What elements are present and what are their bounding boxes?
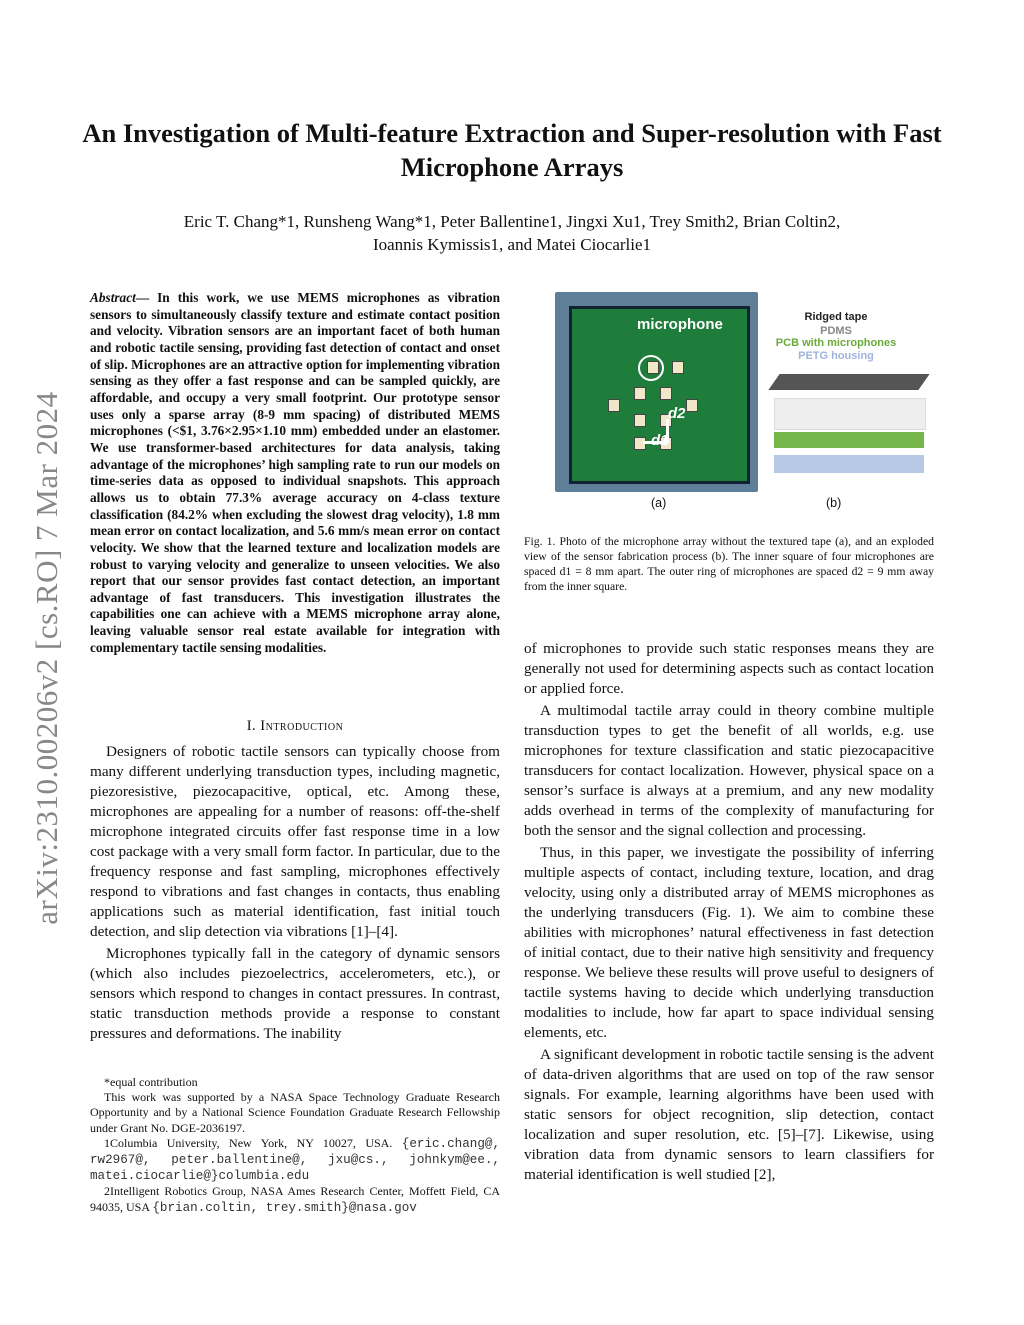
introduction-text bbox=[90, 742, 500, 1046]
paragraph: Designers of robotic tactile sensors can typically choose from many different underlying transduction types, including magnetic, piezoresistive, piezocapacitive, optical, etc. Among these, microphones are appealing for a number of reasons: off-the-shelf microphone integrated circuits offer fast response time in a low cost package with a very small form factor. In particular, due to the frequency response and fast sampling, microphones effectively respond to vibrations and fast changes in contacts, thus enabling applications such as material identification, fast initial touch detection, and slip detection via vibrations [1]–[4]. bbox=[90, 743, 500, 940]
legend-pdms: PDMS bbox=[820, 325, 852, 337]
layer-pdms bbox=[774, 398, 926, 430]
paragraph: A significant development in robotic tactile sensing is the advent of data-driven algorithms that are used on top of the raw sensor signals. For example, learning algorithms have been used with static sensors for object recognition, slip detection, contact localization and super resolution, etc. [5]–[7]. Likewise, using vibration data from dynamic sensors to learn classifiers for material identification is well studied [2], bbox=[524, 1046, 934, 1183]
paragraph: Microphones typically fall in the category of dynamic sensors (which also includes piezoelectrics, accelerometers, etc.), or sensors which respond to changes in contact pressures. In contrast, static transduction methods provide a response to constant pressures and deformations. The inability bbox=[90, 945, 500, 1042]
footnote-equal: *equal contribution bbox=[104, 1075, 198, 1089]
arxiv-stamp: arXiv:2310.00206v2 [cs.RO] 7 Mar 2024 bbox=[29, 391, 64, 925]
layer-ridged-tape bbox=[768, 374, 929, 390]
paragraph: A multimodal tactile array could in theory combine multiple transduction types to get the benefit of all worlds, e.g. use microphones for texture classification and static piezocapacitive transducers for contact localization. However, physical space on a sensor’s surface is always at a premium, and any new modality adds overhead in terms of the complexity of manufacturing for both the sensor and the signal collection and processing. bbox=[524, 702, 934, 839]
emails: {brian.coltin, trey.smith}@nasa.gov bbox=[152, 1200, 417, 1215]
legend-pcb: PCB with microphones bbox=[775, 337, 897, 349]
footnote-aff2: 2Intelligent Robotics Group, NASA Ames Research Center, Moffett Field, CA 94035, USA {brian.coltin, trey.smith}@nasa.gov bbox=[90, 1184, 500, 1215]
subfigure-label-b: (b) bbox=[826, 496, 842, 510]
label-d1: d1 bbox=[651, 432, 669, 449]
subfigure-label-a: (a) bbox=[651, 496, 667, 510]
emails: {eric.chang@, rw2967@, peter.ballentine@, jxu@cs., johnkym@ee., matei.ciocarlie@}columbia.edu bbox=[90, 1136, 501, 1184]
legend-petg: PETG housing bbox=[798, 350, 874, 362]
layer-pcb bbox=[774, 432, 924, 448]
paper-title: An Investigation of Multi-feature Extraction and Super-resolution with Fast Microphone Arrays bbox=[82, 118, 942, 182]
footnote-support: This work was supported by a NASA Space Technology Graduate Research Opportunity and by a National Science Foundation Graduate Research Fellowship under Grant No. DGE-2036197. bbox=[90, 1090, 500, 1135]
footnotes bbox=[90, 1075, 500, 1216]
paragraph: Thus, in this paper, we investigate the possibility of inferring multiple aspects of contact, including texture, location, and drag velocity, using only a distributed array of MEMS microphones as the underlying transducers (Fig. 1). We aim to combine these abilities with microphones’ natural effectiveness in fast detection of initial contact, due to their native high sensitivity and frequency response. We believe these results will prove useful to designers of tactile systems having to decide which underlying transduction modalities to include, how far apart to space individual sensing elements, etc. bbox=[524, 844, 934, 1041]
legend-ridged-tape: Ridged tape bbox=[804, 311, 868, 323]
abstract-text: — In this work, we use MEMS microphones as vibration sensors to simultaneously classify texture and estimate contact position and velocity. Vibration sensors are an important facet of both human and robotic tactile sensing, providing fast detection of contact and onset of slip. Microphones are an attractive option for implementing vibration sensing as they offer a fast response and can be sampled quickly, are affordable, and occupy a very small footprint. Our prototype sensor uses only a sparse array (8-9 mm spacing) of distributed MEMS microphones (<$1, 3.76×2.95×1.10 mm) embedded under an elastomer. We use transformer-based architectures for data analysis, taking advantage of the microphones’ high sampling rate to run our models on time-series data as opposed to individual snapshots. This approach allows us to obtain 77.3% average accuracy on 4-class texture classification (84.2% when excluding the slowest drag velocity), 1.8 mm mean error on contact localization, and 5.6 mm/s mean error on contact velocity. We show that the learned texture and localization models are robust to varying velocity and generalize to unseen velocities. We also report that our sensor provides fast contact detection, an important advantage of fast transducers. This investigation illustrates the capabilities one can achieve with a MEMS microphone array alone, leaving valuable sensor real estate available for integration with complementary tactile sensing modalities. bbox=[90, 290, 500, 655]
authors bbox=[100, 210, 924, 256]
figure-caption: Fig. 1. Photo of the microphone array without the textured tape (a), and an exploded view of the sensor fabrication process (b). The inner square of four microphones are spaced d1 = 8 mm apart. The outer ring of microphones are spaced d2 = 9 mm away from the inner square. bbox=[524, 535, 934, 593]
photo-label-microphone: microphone bbox=[637, 316, 723, 333]
authors-line-2: Ioannis Kymissis1, and Matei Ciocarlie1 bbox=[372, 235, 652, 254]
section-heading-introduction: I. Introduction bbox=[246, 718, 344, 734]
footnote-aff1: 1Columbia University, New York, NY 10027, USA. {eric.chang@, rw2967@, peter.ballentine@, jxu@cs., johnkym@ee., matei.ciocarlie@}columbia.edu bbox=[90, 1135, 501, 1184]
right-column-text bbox=[524, 639, 934, 1187]
authors-line-1: Eric T. Chang*1, Runsheng Wang*1, Peter Ballentine1, Jingxi Xu1, Trey Smith2, Brian Coltin2, bbox=[183, 212, 841, 231]
abstract bbox=[90, 290, 500, 656]
layer-petg bbox=[774, 455, 924, 473]
abstract-label: Abstract bbox=[90, 290, 136, 305]
paragraph: of microphones to provide such static responses means they are generally not used for determining aspects such as contact location or applied force. bbox=[524, 640, 934, 697]
label-d2: d2 bbox=[668, 405, 686, 422]
